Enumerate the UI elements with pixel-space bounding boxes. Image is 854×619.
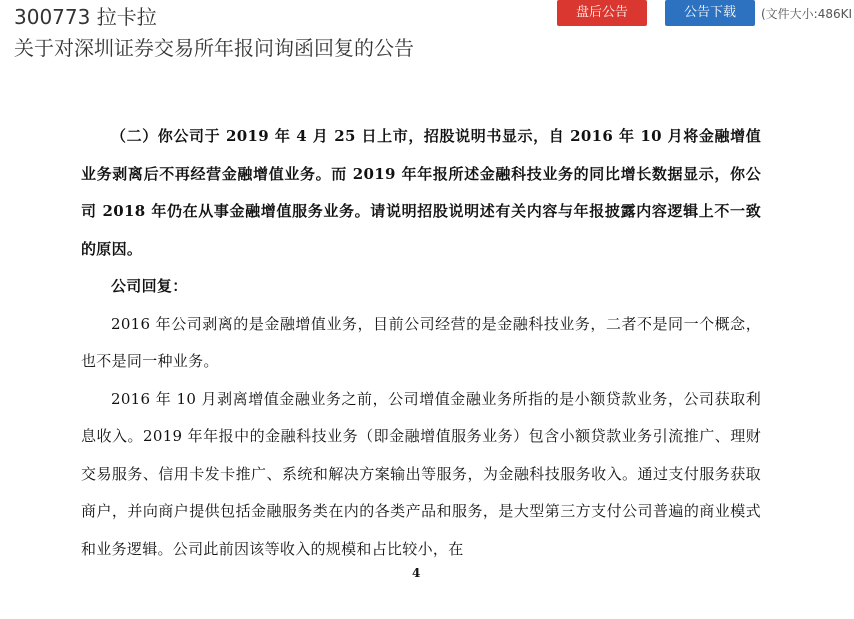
page-number: 4: [412, 566, 421, 580]
reply-heading: 公司回复：: [111, 277, 188, 295]
announcement-title: 关于对深圳证券交易所年报问询函回复的公告: [14, 36, 414, 60]
inquiry-question-paragraph: （二）你公司于 2019 年 4 月 25 日上市，招股说明书显示，自 2016 年 10 月将金融增值业务剥离后不再经营金融增值业务。而 2019 年年报所述金融科技业务的同比增长数据显示，你公司 2018 年仍在从事金融增值服务业务。请说明招股说明述有关内容与年报披露内容逻辑上不一致的原因。: [81, 127, 761, 258]
announcement-header: [0, 0, 854, 70]
file-size-label: (文件大小:486KI: [761, 7, 853, 21]
reply-paragraph: 2016 年 10 月剥离增值金融业务之前，公司增值金融业务所指的是小额贷款业务，公司获取利息收入。2019 年年报中的金融科技业务（即金融增值服务业务）包含小额贷款业务引流推广、理财交易服务、信用卡发卡推广、系统和解决方案输出等服务，为金融科技服务收入。通过支付服务获取商户，并向商户提供包括金融服务类在内的各类产品和服务，是大型第三方支付公司普遍的商业模式和业务逻辑。公司此前因该等收入的规模和占比较小，在: [81, 389, 761, 558]
download-announcement-button[interactable]: 公告下载: [665, 0, 755, 26]
document-page: [81, 118, 761, 568]
stock-code-name: 300773 拉卡拉: [14, 5, 157, 29]
after-hours-announcement-button[interactable]: 盘后公告: [557, 0, 647, 26]
reply-paragraph: 2016 年公司剥离的是金融增值业务，目前公司经营的是金融科技业务，二者不是同一个概念，也不是同一种业务。: [81, 314, 761, 370]
